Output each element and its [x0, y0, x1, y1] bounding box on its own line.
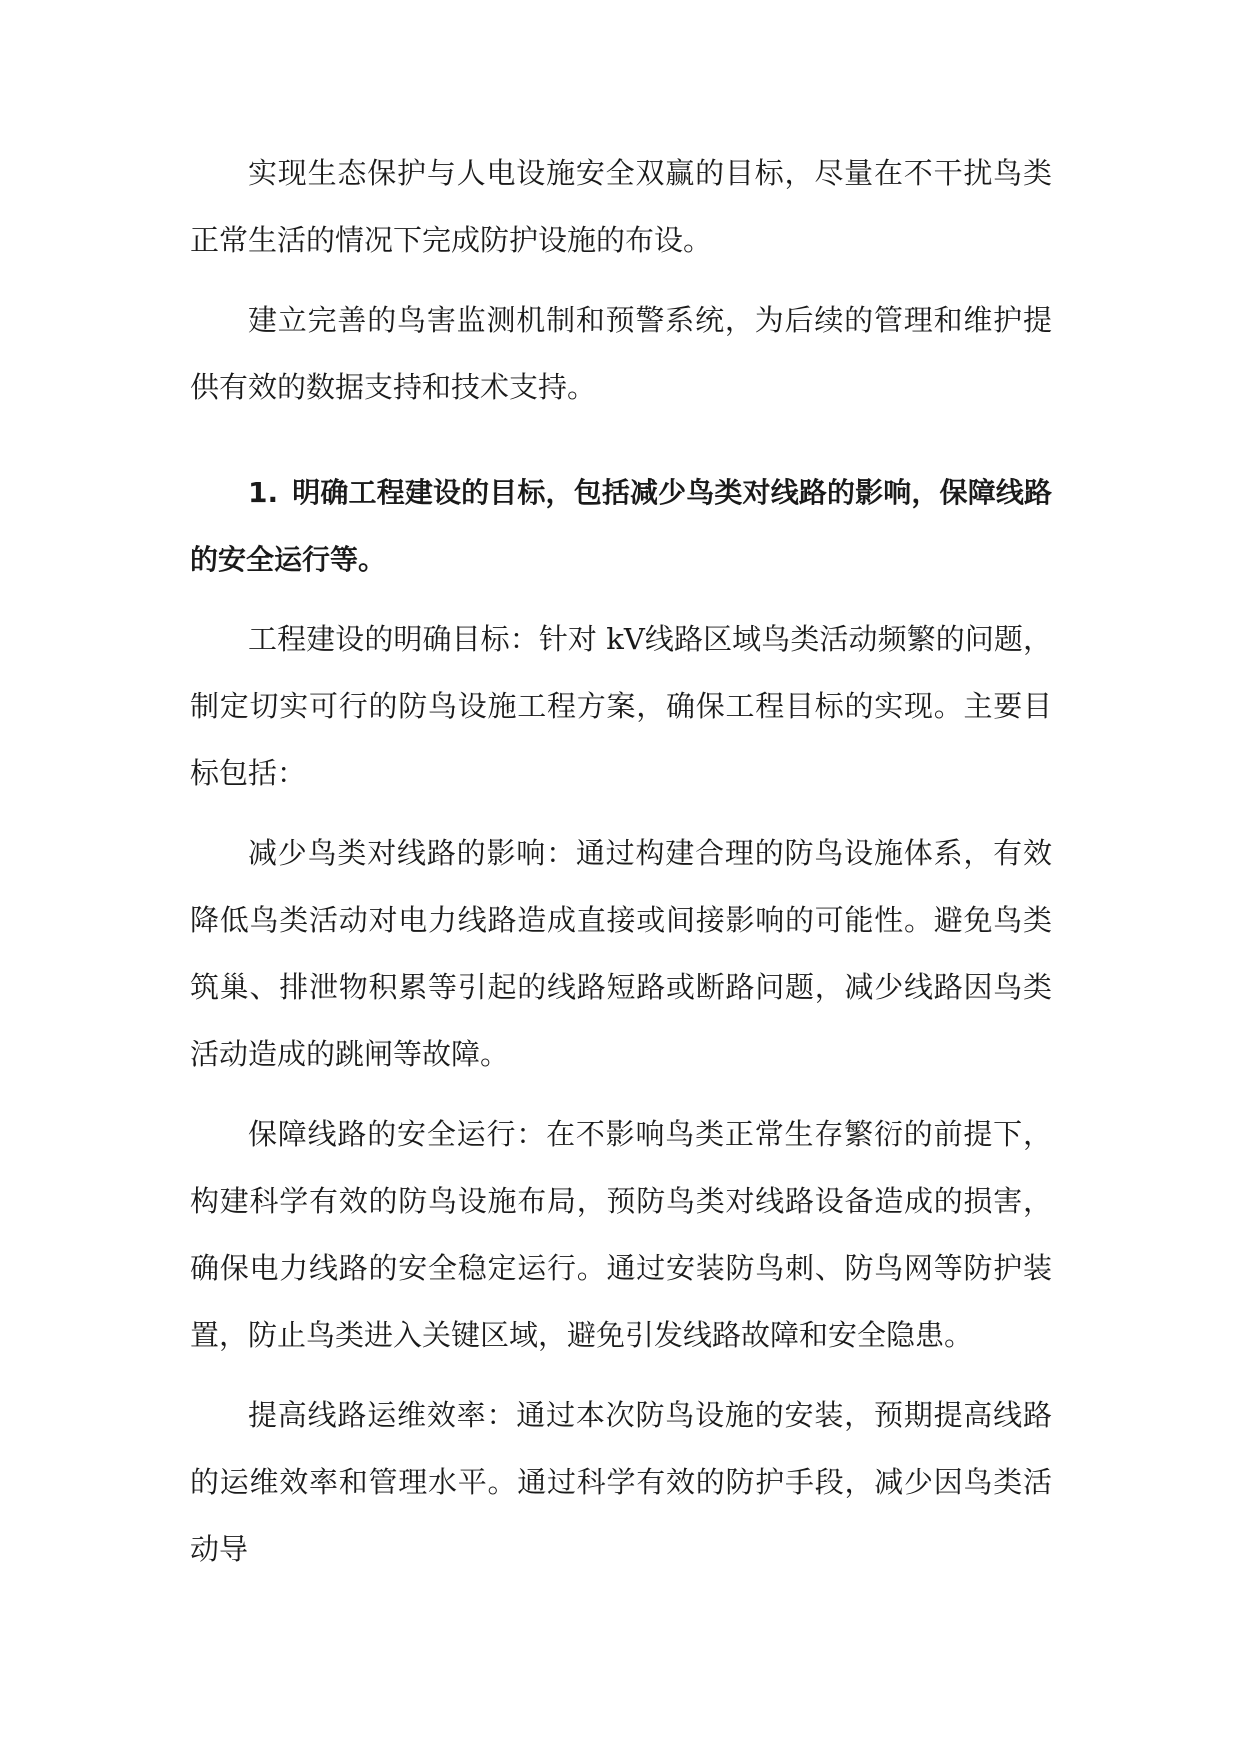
section-heading-text: 明确工程建设的目标，包括减少鸟类对线路的影响，保障线路的安全运行等。: [190, 476, 1052, 576]
section-heading-number: 1.: [248, 476, 279, 509]
paragraph-safe-operation: 保障线路的安全运行：在不影响鸟类正常生存繁衍的前提下，构建科学有效的防鸟设施布局，预防鸟类对线路设备造成的损害，确保电力线路的安全稳定运行。通过安装防鸟刺、防鸟网等防护装置，防止鸟类进入关键区域，避免引发线路故障和安全隐患。: [190, 1117, 1052, 1352]
paragraph-ecology-goal: 实现生态保护与人电设施安全双赢的目标，尽量在不干扰鸟类正常生活的情况下完成防护设施的布设。: [190, 156, 1052, 257]
paragraph-reduce-impact: 减少鸟类对线路的影响：通过构建合理的防鸟设施体系，有效降低鸟类活动对电力线路造成直接或间接影响的可能性。避免鸟类筑巢、排泄物积累等引起的线路短路或断路问题，减少线路因鸟类活动造成的跳闸等故障。: [190, 836, 1052, 1071]
paragraph-maintenance-efficiency: 提高线路运维效率：通过本次防鸟设施的安装，预期提高线路的运维效率和管理水平。通过科学有效的防护手段，减少因鸟类活动导: [190, 1398, 1052, 1566]
paragraph-project-goal: 工程建设的明确目标：针对 kV线路区域鸟类活动频繁的问题，制定切实可行的防鸟设施工程方案，确保工程目标的实现。主要目标包括：: [190, 622, 1052, 790]
paragraph-monitoring-goal: 建立完善的鸟害监测机制和预警系统，为后续的管理和维护提供有效的数据支持和技术支持。: [190, 303, 1052, 404]
section-heading: [190, 459, 1052, 593]
document-body: [190, 140, 1052, 1596]
